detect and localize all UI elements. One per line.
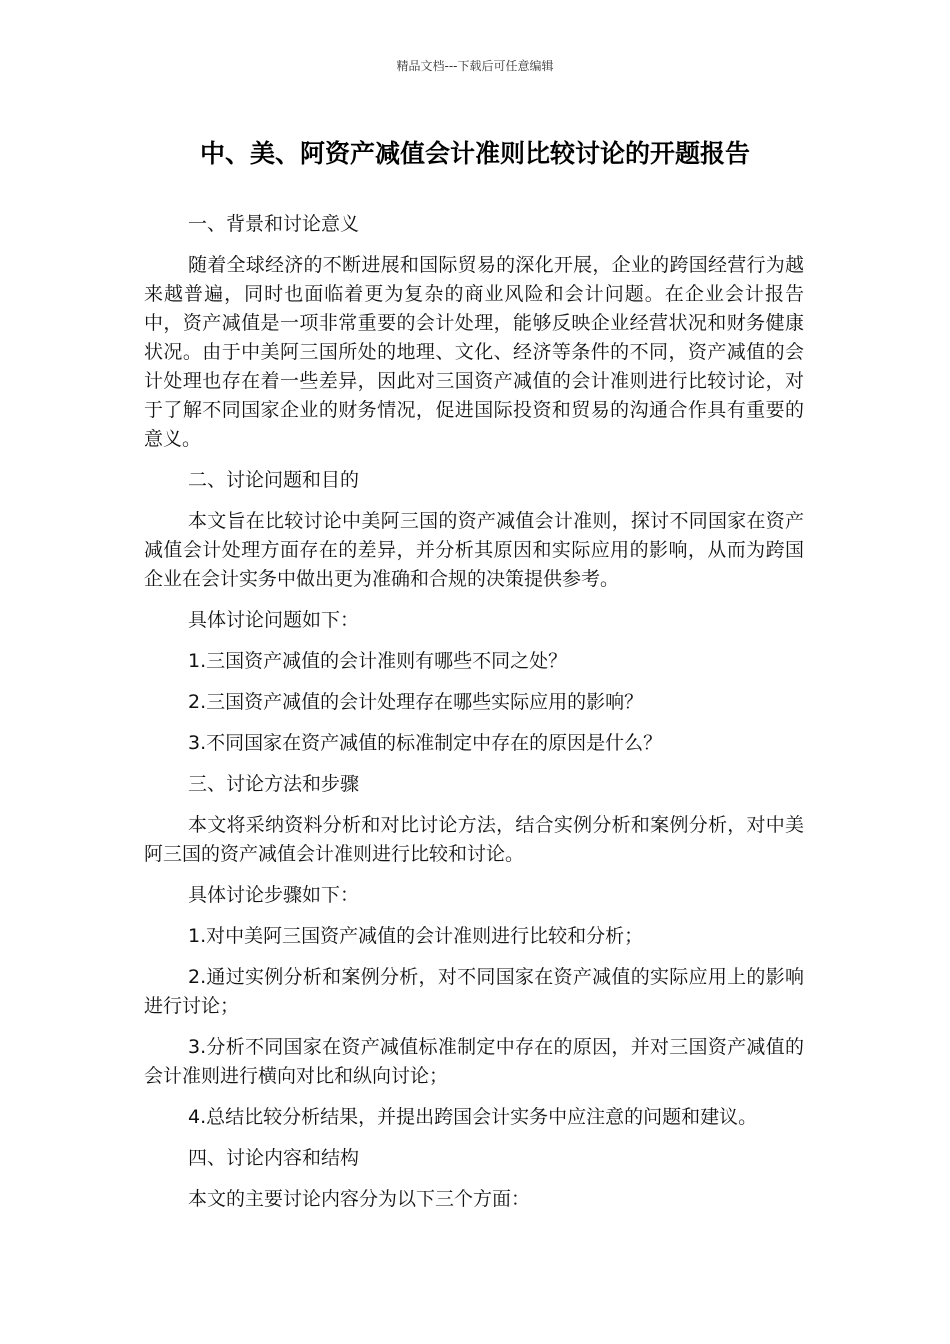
paragraph-purpose: 本文旨在比较讨论中美阿三国的资产减值会计准则，探讨不同国家在资产减值会计处理方面存在的差异，并分析其原因和实际应用的影响，从而为跨国企业在会计实务中做出更为准确和合规的决策提供参考。	[144, 510, 804, 590]
steps-intro: 具体讨论步骤如下：	[188, 884, 360, 906]
page-header: 精品文档---下载后可任意编辑	[396, 59, 554, 73]
paragraph-background: 随着全球经济的不断进展和国际贸易的深化开展，企业的跨国经营行为越来越普遍，同时也面临着更为复杂的商业风险和会计问题。在企业会计报告中，资产减值是一项非常重要的会计处理，能够反映企业经营状况和财务健康状况。由于中美阿三国所处的地理、文化、经济等条件的不同，资产减值的会计处理也存在着一些差异，因此对三国资产减值的会计准则进行比较讨论，对于了解不同国家企业的财务情况，促进国际投资和贸易的沟通合作具有重要的意义。	[144, 254, 804, 450]
content-intro: 本文的主要讨论内容分为以下三个方面：	[188, 1188, 531, 1210]
section-heading-questions: 二、讨论问题和目的	[188, 469, 360, 491]
paragraph-method: 本文将采纳资料分析和对比讨论方法，结合实例分析和案例分析，对中美阿三国的资产减值会计准则进行比较和讨论。	[144, 814, 804, 865]
section-heading-method: 三、讨论方法和步骤	[188, 773, 360, 795]
section-heading-background: 一、背景和讨论意义	[188, 213, 360, 235]
questions-intro: 具体讨论问题如下：	[188, 609, 360, 631]
step-item-2: 2.通过实例分析和案例分析，对不同国家在资产减值的实际应用上的影响进行讨论；	[144, 966, 804, 1017]
step-item-4: 4.总结比较分析结果，并提出跨国会计实务中应注意的问题和建议。	[188, 1106, 758, 1128]
document-title: 中、美、阿资产减值会计准则比较讨论的开题报告	[199, 139, 750, 168]
section-heading-content: 四、讨论内容和结构	[188, 1147, 360, 1169]
step-item-1: 1.对中美阿三国资产减值的会计准则进行比较和分析；	[188, 925, 644, 947]
question-item-3: 3.不同国家在资产减值的标准制定中存在的原因是什么？	[188, 732, 663, 754]
step-item-3: 3.分析不同国家在资产减值标准制定中存在的原因，并对三国资产减值的会计准则进行横向对比和纵向讨论；	[144, 1036, 804, 1087]
question-item-1: 1.三国资产减值的会计准则有哪些不同之处？	[188, 650, 568, 672]
document-body	[144, 210, 804, 1226]
question-item-2: 2.三国资产减值的会计处理存在哪些实际应用的影响？	[188, 691, 644, 713]
